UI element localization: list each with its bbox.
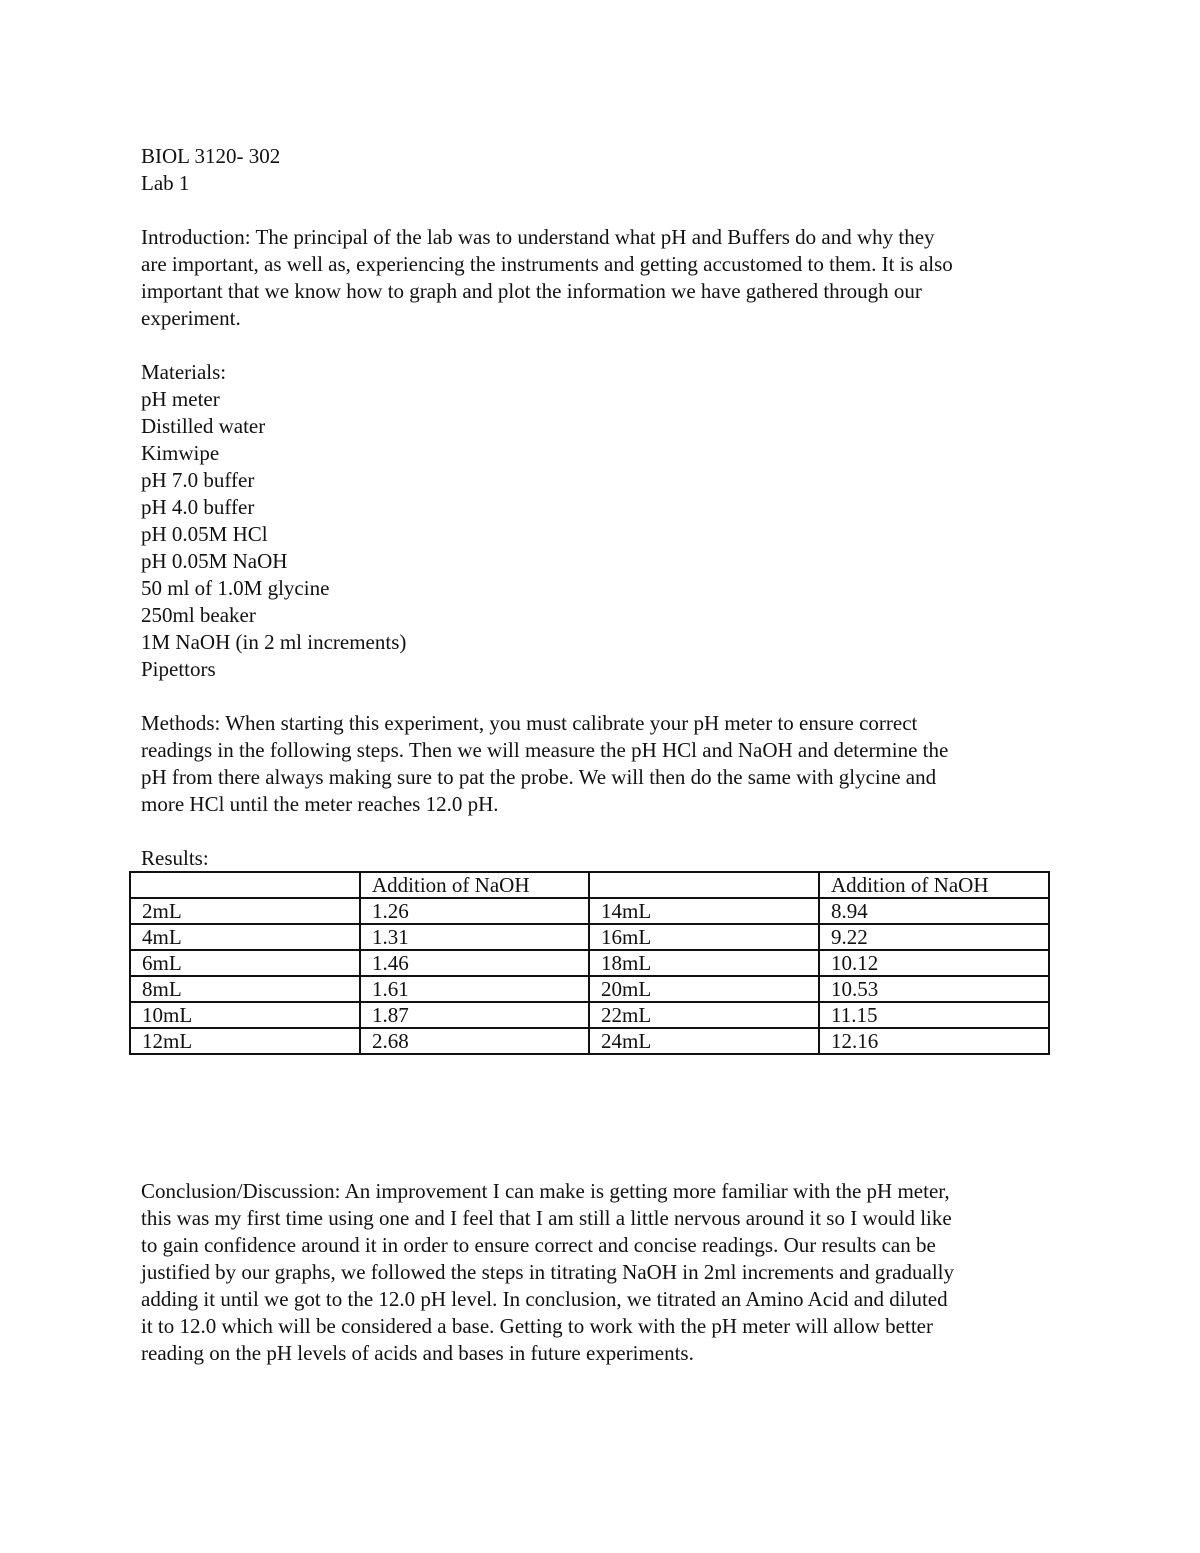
table-cell: 12mL (130, 1028, 360, 1054)
table-cell: 9.22 (819, 924, 1049, 950)
conclusion-line: adding it until we got to the 12.0 pH level. In conclusion, we titrated an Amino Acid and diluted (141, 1287, 948, 1311)
table-row (130, 898, 1049, 924)
table-cell: 4mL (130, 924, 360, 950)
table-cell: 8mL (130, 976, 360, 1002)
conclusion-line: this was my first time using one and I feel that I am still a little nervous around it so I would like (141, 1206, 952, 1230)
table-cell: 10.53 (819, 976, 1049, 1002)
introduction-line: important that we know how to graph and plot the information we have gathered through our (141, 279, 922, 303)
materials-item: 1M NaOH (in 2 ml increments) (141, 630, 407, 654)
table-cell: 20mL (589, 976, 819, 1002)
table-cell: 14mL (589, 898, 819, 924)
conclusion-line: it to 12.0 which will be considered a base. Getting to work with the pH meter will allow better (141, 1314, 933, 1338)
table-row (130, 976, 1049, 1002)
methods-line: Methods: When starting this experiment, you must calibrate your pH meter to ensure correct (141, 711, 918, 735)
conclusion-line: justified by our graphs, we followed the steps in titrating NaOH in 2ml increments and gradually (141, 1260, 954, 1284)
table-cell: 1.87 (360, 1002, 589, 1028)
spacer (141, 332, 1061, 359)
materials-item: Distilled water (141, 414, 266, 438)
course-title: BIOL 3120- 302 (141, 144, 281, 168)
methods-section (141, 710, 1061, 818)
table-cell: 12.16 (819, 1028, 1049, 1054)
methods-line: pH from there always making sure to pat the probe. We will then do the same with glycine and (141, 765, 937, 789)
lab-title: Lab 1 (141, 171, 190, 195)
materials-item: 50 ml of 1.0M glycine (141, 576, 330, 600)
spacer (141, 197, 1061, 224)
spacer (141, 683, 1061, 710)
table-header-cell (130, 872, 360, 898)
materials-item: pH 7.0 buffer (141, 468, 255, 492)
table-cell: 1.31 (360, 924, 589, 950)
table-cell: 6mL (130, 950, 360, 976)
table-cell: 1.26 (360, 898, 589, 924)
results-table (129, 871, 1050, 1055)
materials-list (141, 386, 1061, 683)
table-header-cell (589, 872, 819, 898)
table-row (130, 924, 1049, 950)
table-cell: 11.15 (819, 1002, 1049, 1028)
table-cell: 18mL (589, 950, 819, 976)
table-cell: 24mL (589, 1028, 819, 1054)
introduction-line: experiment. (141, 306, 241, 330)
methods-line: more HCl until the meter reaches 12.0 pH. (141, 792, 499, 816)
conclusion-section (141, 1178, 1061, 1367)
introduction-line: are important, as well as, experiencing the instruments and getting accustomed to them. It is also (141, 252, 953, 276)
materials-item: Pipettors (141, 657, 216, 681)
table-cell: 2.68 (360, 1028, 589, 1054)
materials-item: pH meter (141, 387, 220, 411)
table-cell: 16mL (589, 924, 819, 950)
materials-item: pH 4.0 buffer (141, 495, 255, 519)
materials-item: Kimwipe (141, 441, 220, 465)
table-cell: 10.12 (819, 950, 1049, 976)
table-cell: 22mL (589, 1002, 819, 1028)
table-cell: 1.46 (360, 950, 589, 976)
table-row (130, 950, 1049, 976)
document-body (141, 143, 1061, 872)
table-cell: 10mL (130, 1002, 360, 1028)
materials-section (141, 359, 1061, 683)
results-heading: Results: (141, 846, 209, 870)
conclusion-line: Conclusion/Discussion: An improvement I can make is getting more familiar with the pH meter, (141, 1179, 950, 1203)
conclusion-line: reading on the pH levels of acids and bases in future experiments. (141, 1341, 694, 1365)
table-cell: 2mL (130, 898, 360, 924)
materials-item: pH 0.05M HCl (141, 522, 268, 546)
introduction-section (141, 224, 1061, 332)
table-row (130, 1028, 1049, 1054)
table-cell: 8.94 (819, 898, 1049, 924)
table-header-row (130, 872, 1049, 898)
table-row (130, 1002, 1049, 1028)
methods-line: readings in the following steps. Then we will measure the pH HCl and NaOH and determine the (141, 738, 949, 762)
table-cell: 1.61 (360, 976, 589, 1002)
conclusion-line: to gain confidence around it in order to ensure correct and concise readings. Our results can be (141, 1233, 936, 1257)
spacer (141, 818, 1061, 845)
table-header-cell: Addition of NaOH (819, 872, 1049, 898)
materials-heading: Materials: (141, 360, 227, 384)
materials-item: 250ml beaker (141, 603, 256, 627)
materials-item: pH 0.05M NaOH (141, 549, 288, 573)
introduction-line: Introduction: The principal of the lab was to understand what pH and Buffers do and why they (141, 225, 935, 249)
table-header-cell: Addition of NaOH (360, 872, 589, 898)
